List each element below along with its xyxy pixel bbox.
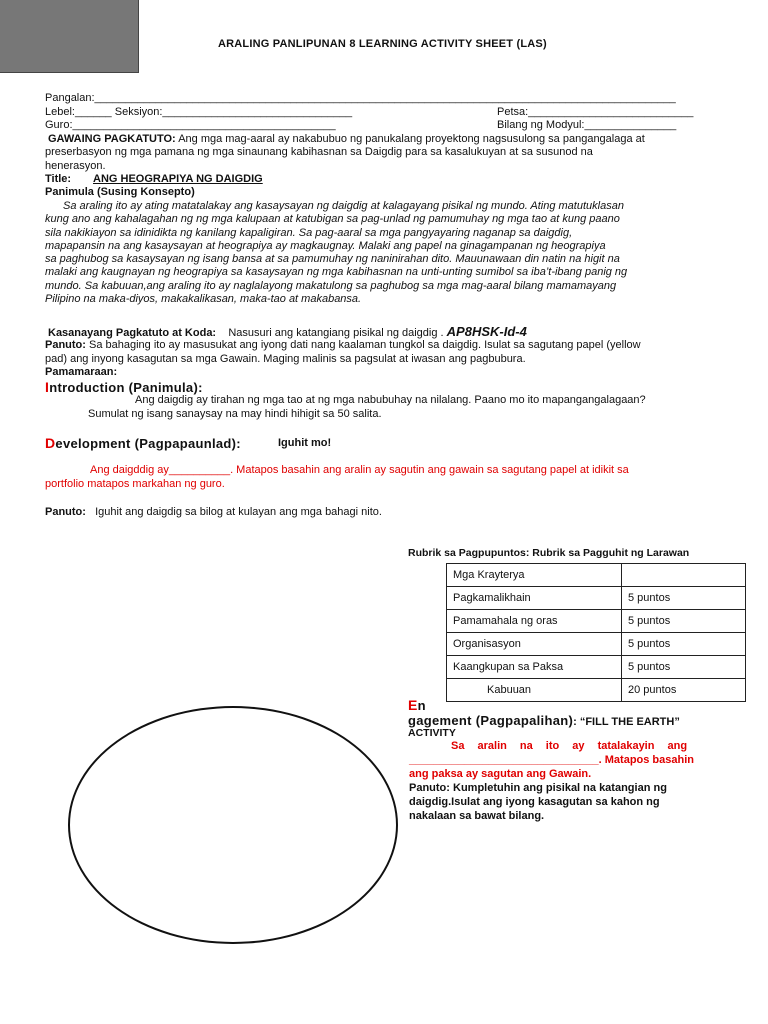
table-row — [447, 633, 746, 656]
kasanayan-row — [48, 325, 527, 340]
rubric-criterion: Pagkamalikhain — [447, 587, 622, 610]
development-rest: evelopment (Pagpapaunlad): — [55, 436, 241, 451]
panimula-heading: Panimula (Susing Konsepto) — [45, 186, 195, 198]
field-lebel-seksiyon[interactable]: Lebel:______ Seksiyon:_______________________________ — [45, 106, 353, 118]
development-red-line2: portfolio matapos markahan ng guro. — [45, 478, 225, 490]
engagement-panuto-line3: nakalaan sa bawat bilang. — [409, 810, 545, 822]
title-label: Title: — [45, 173, 72, 185]
rubric-criterion: Organisasyon — [447, 633, 622, 656]
rubric-points: 5 puntos — [622, 633, 746, 656]
rubric-criterion: Kaangkupan sa Paksa — [447, 656, 622, 679]
introduction-heading — [45, 379, 203, 395]
kasanayan-text: Nasusuri ang katangiang pisikal ng daigdig . — [228, 327, 444, 339]
gawaing-line1: Ang mga mag-aaral ay nakabubuo ng panukalang proyektong nagsusulong sa pangangalaga at — [178, 133, 645, 145]
panuto2-row — [45, 506, 382, 519]
panimula-line: kung ano ang kahalagahan ng ng mga kalupaan at katubigan sa pag-unlad ng pamumuhay ng mga tao at kung paano — [45, 213, 620, 226]
rubric-criterion: Pamamahala ng oras — [447, 610, 622, 633]
panimula-paragraph — [45, 200, 721, 306]
kasanayan-code: AP8HSK-Id-4 — [446, 324, 527, 339]
engagement-rest1: n — [417, 698, 426, 713]
rubric-points-header — [622, 564, 746, 587]
field-guro[interactable]: Guro:___________________________________________ — [45, 119, 336, 131]
engagement-heading-line1 — [408, 697, 426, 713]
panuto1-label: Panuto: — [45, 339, 86, 351]
pamamaraan-label: Pamamaraan: — [45, 366, 118, 378]
field-bilang-ng-modyul[interactable]: Bilang ng Modyul:_______________ — [497, 119, 677, 131]
development-sub: Iguhit mo! — [278, 437, 332, 449]
gawaing-pagkatuto — [48, 133, 645, 146]
engagement-colon: : — [573, 716, 580, 728]
drawing-circle[interactable] — [68, 706, 398, 944]
table-row — [447, 679, 746, 702]
rubric-title: Rubrik sa Pagpupuntos: Rubrik sa Pagguhit ng Larawan — [408, 547, 690, 559]
rubric-total-label: Kabuuan — [447, 679, 622, 702]
engagement-activity1: “FILL THE EARTH” — [579, 716, 680, 728]
introduction-rest: ntroduction (Panimula): — [49, 380, 203, 395]
development-heading — [45, 435, 241, 451]
rubric-points: 5 puntos — [622, 587, 746, 610]
gawaing-line2: preserbasyon ng mga pamana ng mga sinaunang kabihasnan sa Daigdig para sa kasalukuyan at sa susunod na — [45, 146, 593, 158]
title-value: ANG HEOGRAPIYA NG DAIGDIG — [93, 173, 263, 185]
rubric-table — [446, 563, 746, 702]
table-row — [447, 656, 746, 679]
panimula-line: Sa araling ito ay ating matatalakay ang kasaysayan ng daigdig at kalagayang pisikal ng mundo. Ating matutuklasan — [63, 200, 624, 212]
engagement-red-line1: Sa aralin na ito ay tatalakayin ang — [451, 740, 688, 752]
panimula-line: malaki ang kaugnayan ng heograpiya sa kasaysayan ng mga kabihasnan na unti-unting sumibol sa iba’t-ibang panig ng — [45, 266, 628, 279]
panuto1-line2: pad) ang inyong kasagutan sa mga Gawain. Maging malinis sa pagsulat at iwasan ang pagbubura. — [45, 353, 526, 365]
table-row — [447, 587, 746, 610]
rubric-points: 5 puntos — [622, 610, 746, 633]
panimula-line: mapapansin na ang kasaysayan at heograpiya ay magkaugnay. Malaki ang papel na ginagampanan ng heograpiya — [45, 239, 606, 252]
panuto1-line1: Sa bahaging ito ay masusukat ang iyong dati nang kaalaman tungkol sa daigdig. Isulat sa sagutang papel (yellow — [89, 339, 641, 351]
engagement-panuto-line1: Panuto: Kumpletuhin ang pisikal na katangian ng — [409, 782, 667, 794]
gawaing-label: GAWAING PAGKATUTO: — [48, 133, 176, 145]
panimula-line: mundo. Sa kabuuan,ang araling ito ay naglalayong makatulong sa paghubog sa mga mag-aaral bilang mamamayang — [45, 279, 617, 292]
engagement-rest2: gagement (Pagpapalihan) — [408, 713, 574, 728]
introduction-line2: Sumulat ng isang sanaysay na may hindi hihigit sa 50 salita. — [88, 408, 382, 420]
development-cap: D — [45, 435, 56, 451]
engagement-panuto-line2: daigdig.Isulat ang iyong kasagutan sa kahon ng — [409, 796, 660, 808]
panuto2-text: Iguhit ang daigdig sa bilog at kulayan ang mga bahagi nito. — [95, 506, 382, 518]
panuto2-label: Panuto: — [45, 506, 86, 518]
introduction-line1: Ang daigdig ay tirahan ng mga tao at ng mga nabubuhay na nilalang. Paano mo ito mapangangalagaan? — [135, 394, 646, 406]
field-pangalan[interactable]: Pangalan:_______________________________________________________________________________________________ — [45, 92, 676, 104]
gawaing-line3: henerasyon. — [45, 160, 106, 172]
header-gray-block — [0, 0, 139, 73]
engagement-activity2: ACTIVITY — [408, 727, 456, 739]
engagement-cap: E — [408, 697, 418, 713]
panimula-line: sa paghubog sa kasaysayan ng isang bansa at sa pamumuhay ng naninirahan dito. Mauunawaan din natin na higit na — [45, 253, 620, 266]
rubric-criteria-header: Mga Krayterya — [447, 564, 622, 587]
engagement-red-line2: _______________________________. Matapos basahin — [409, 754, 695, 766]
kasanayan-label: Kasanayang Pagkatuto at Koda: — [48, 327, 217, 339]
panimula-line: sila nakikiayon sa idinidikta ng kanilang kapaligiran. Sa pag-aaral sa mga pangyayaring naganap sa daigdig, — [45, 226, 573, 239]
rubric-points: 5 puntos — [622, 656, 746, 679]
development-red-line1: Ang daigddig ay__________. Matapos basahin ang aralin ay sagutin ang gawain sa sagutang papel at idikit sa — [90, 464, 629, 476]
engagement-red-line3: ang paksa ay sagutan ang Gawain. — [409, 768, 592, 780]
panuto1-row — [45, 339, 641, 352]
field-petsa[interactable]: Petsa:___________________________ — [497, 106, 694, 118]
rubric-total-points: 20 puntos — [622, 679, 746, 702]
sheet-title: ARALING PANLIPUNAN 8 LEARNING ACTIVITY SHEET (LAS) — [218, 38, 547, 50]
introduction-cap: I — [45, 379, 50, 395]
panimula-line: Pilipino na maka-diyos, makakalikasan, maka-tao at makabansa. — [45, 293, 362, 306]
table-row — [447, 564, 746, 587]
table-row — [447, 610, 746, 633]
